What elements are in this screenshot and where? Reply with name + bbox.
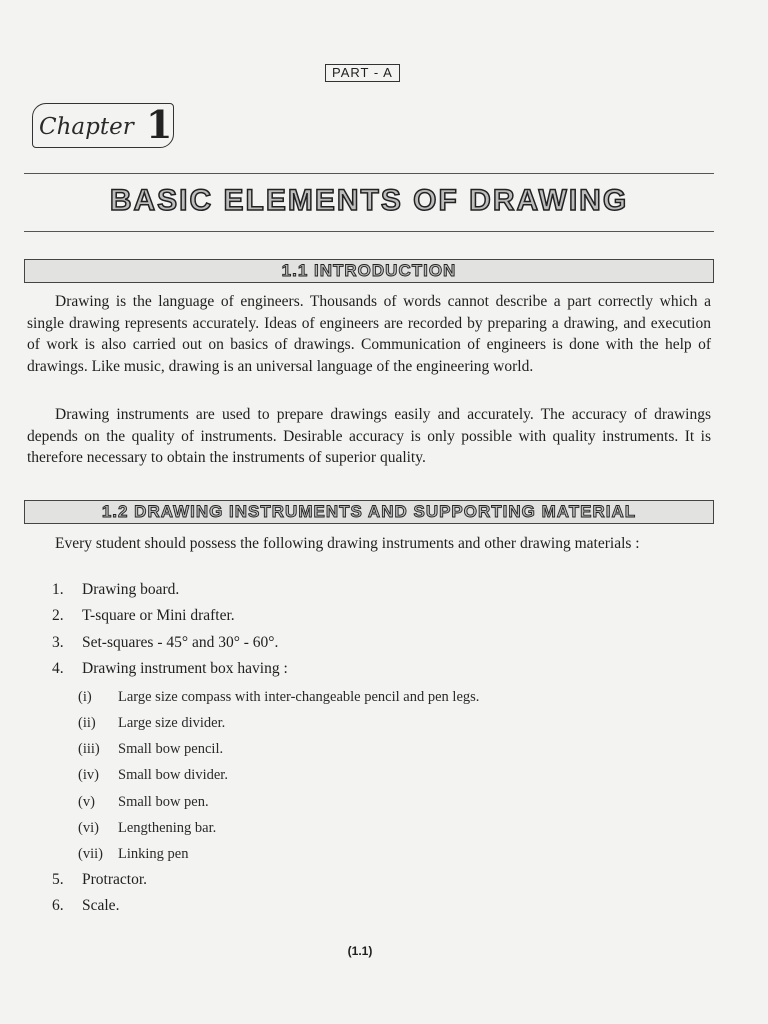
chapter-title: BASIC ELEMENTS OF DRAWING <box>109 184 629 217</box>
list-item: 6. Scale. <box>52 897 120 914</box>
title-rule-top <box>24 173 714 174</box>
chapter-word: Chapter <box>39 114 134 140</box>
list-item: 5. Protractor. <box>52 871 147 888</box>
section-heading-introduction: 1.1 INTRODUCTION <box>24 259 714 283</box>
sub-list-item: (ii) Large size divider. <box>78 715 226 731</box>
list-item: 2. T-square or Mini drafter. <box>52 607 235 624</box>
instruments-intro: Every student should possess the following drawing instruments and other drawing materials : <box>55 535 640 552</box>
sub-list-item: (i) Large size compass with inter-changeable pencil and pen legs. <box>78 689 480 705</box>
sub-list-item: (iii) Small bow pencil. <box>78 741 224 757</box>
list-item: 3. Set-squares - 45° and 30° - 60°. <box>52 634 279 651</box>
list-item: 1. Drawing board. <box>52 581 180 598</box>
title-rule-bottom <box>24 231 714 232</box>
sub-list-item: (iv) Small bow divider. <box>78 767 228 783</box>
section-heading-instruments: 1.2 DRAWING INSTRUMENTS AND SUPPORTING MATERIAL <box>24 500 714 524</box>
sub-list-item: (vi) Lengthening bar. <box>78 820 217 836</box>
chapter-number: 1 <box>146 102 173 147</box>
sub-list-item: (vii) Linking pen <box>78 846 189 862</box>
sub-list-item: (v) Small bow pen. <box>78 794 209 810</box>
intro-paragraph-1: Drawing is the language of engineers. Thousands of words cannot describe a part correctly which a single drawing represents accurately. Ideas of engineers are recorded by preparing a drawing, and execution of work is also carried out on basics of drawings. Communication of engineers is done with the help of drawings. Like music, drawing is an universal language of the engineering world. <box>27 293 711 375</box>
page-number: (1.1) <box>347 944 373 958</box>
chapter-badge <box>32 103 174 148</box>
intro-paragraph-2: Drawing instruments are used to prepare drawings easily and accurately. The accuracy of drawings depends on the quality of instruments. Desirable accuracy is only possible with quality instruments. It is therefore necessary to obtain the instruments of superior quality. <box>27 406 711 466</box>
list-item: 4. Drawing instrument box having : <box>52 660 288 677</box>
part-label: PART - A <box>325 64 400 82</box>
